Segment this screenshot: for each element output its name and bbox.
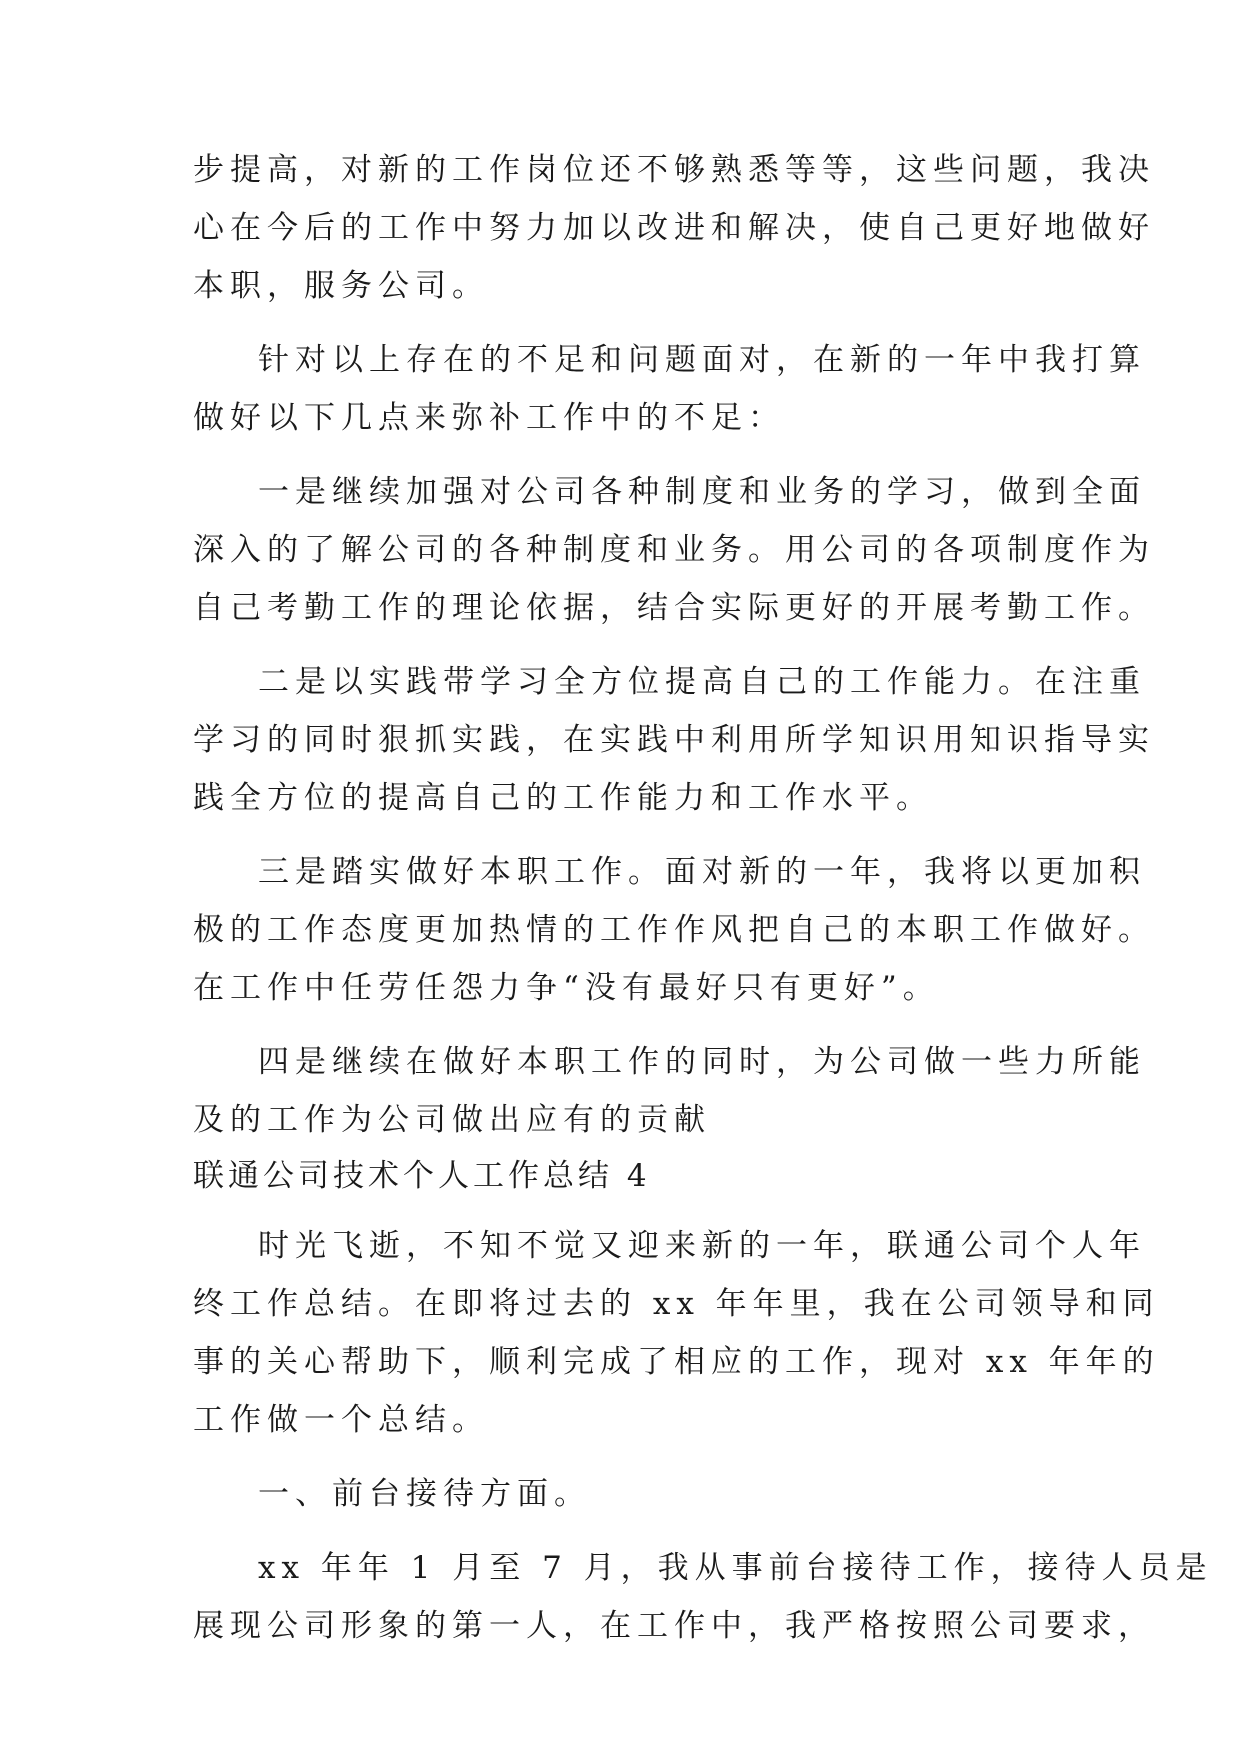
paragraph-line: 及的工作为公司做出应有的贡献	[193, 1102, 711, 1138]
paragraph-line: 本职，服务公司。	[193, 268, 489, 304]
paragraph-line: 一是继续加强对公司各种制度和业务的学习，做到全面	[258, 474, 1146, 510]
paragraph-line: xx 年年 1 月至 7 月，我从事前台接待工作，接待人员是	[258, 1550, 1213, 1586]
paragraph-line: 自己考勤工作的理论依据，结合实际更好的开展考勤工作。	[193, 590, 1155, 626]
paragraph-line: 针对以上存在的不足和问题面对，在新的一年中我打算	[258, 342, 1146, 378]
paragraph-line: 事的关心帮助下，顺利完成了相应的工作，现对 xx 年年的	[193, 1344, 1160, 1380]
paragraph-line: 深入的了解公司的各种制度和业务。用公司的各项制度作为	[193, 532, 1155, 568]
paragraph-line: 二是以实践带学习全方位提高自己的工作能力。在注重	[258, 664, 1146, 700]
paragraph-line: 践全方位的提高自己的工作能力和工作水平。	[193, 780, 933, 816]
paragraph-line: 时光飞逝，不知不觉又迎来新的一年，联通公司个人年	[258, 1228, 1146, 1264]
paragraph-line: 四是继续在做好本职工作的同时，为公司做一些力所能	[258, 1044, 1146, 1080]
subsection-heading: 一、前台接待方面。	[258, 1476, 591, 1512]
paragraph-line: 展现公司形象的第一人，在工作中，我严格按照公司要求，	[193, 1608, 1155, 1644]
paragraph-line: 学习的同时狠抓实践，在实践中利用所学知识用知识指导实	[193, 722, 1155, 758]
paragraph-line: 极的工作态度更加热情的工作作风把自己的本职工作做好。	[193, 912, 1155, 948]
paragraph-line: 终工作总结。在即将过去的 xx 年年里，我在公司领导和同	[193, 1286, 1160, 1322]
section-heading: 联通公司技术个人工作总结 4	[193, 1158, 651, 1194]
paragraph-line: 工作做一个总结。	[193, 1402, 489, 1438]
paragraph-line: 步提高，对新的工作岗位还不够熟悉等等，这些问题，我决	[193, 152, 1155, 188]
paragraph-line: 心在今后的工作中努力加以改进和解决，使自己更好地做好	[193, 210, 1155, 246]
paragraph-line: 做好以下几点来弥补工作中的不足：	[193, 400, 785, 436]
paragraph-line: 三是踏实做好本职工作。面对新的一年，我将以更加积	[258, 854, 1146, 890]
paragraph-line: 在工作中任劳任怨力争“没有最好只有更好”。	[193, 970, 940, 1006]
